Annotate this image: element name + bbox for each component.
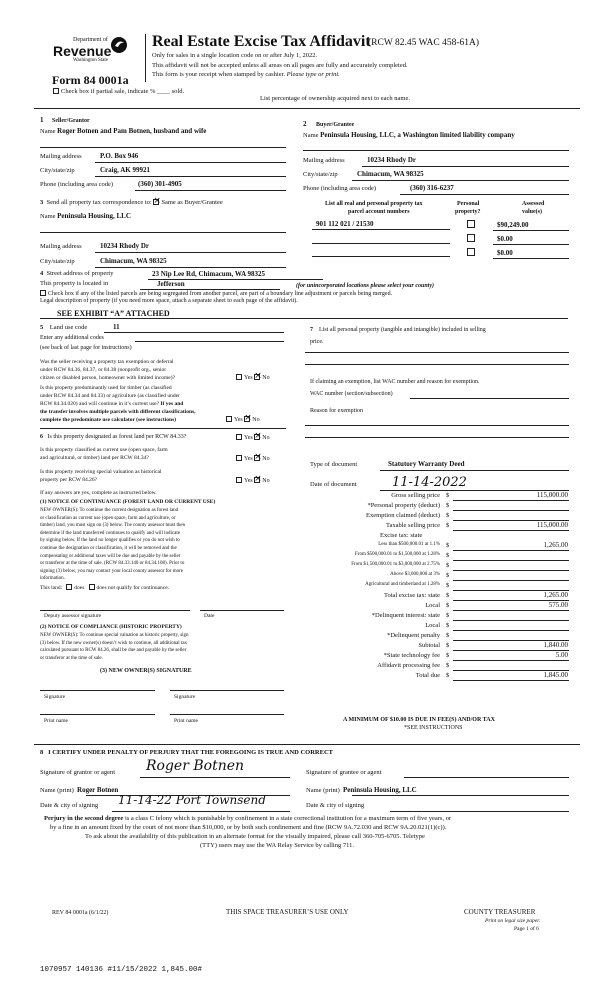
new-owner-print-2-label: Print name xyxy=(174,718,198,724)
if-yes-note: If any answers are yes, complete as instructed below. xyxy=(40,490,157,496)
header-note-2: This affidavit will not be accepted unless all areas on all pages are fully and accurately completed. xyxy=(152,62,408,69)
property-street-row: 4 Street address of property xyxy=(40,270,114,277)
buyer-city-label: City/state/zip xyxy=(303,171,338,178)
grantor-date-city-label: Date & city of signing xyxy=(40,802,99,809)
deputy-sig-label: Deputy assessor signature xyxy=(44,613,102,619)
calc-dollar-rows2-2: $ xyxy=(446,612,450,619)
s5-q2-yes-checkbox[interactable] xyxy=(226,416,232,422)
notice-compliance-body: NEW OWNER(S): To continue special valuation as historic property, sign (3) below. If the new owner(s) doesn’t wish to continue, all additional tax calculated pursuant to RCW 84.26, shall be due and payable by the seller or transferor at the time of sale. xyxy=(40,633,189,661)
does-qualify-checkbox[interactable] xyxy=(66,584,72,590)
calc-label-brackets-2: From $1,500,000.01 to $3,000,000 at 2.75% xyxy=(351,562,440,567)
s6-q1: 6 Is this property designated as forest land per RCW 84.33? xyxy=(40,434,187,440)
doc-type-label: Type of document xyxy=(310,461,358,468)
grantee-sig-label: Signature of grantee or agent xyxy=(306,769,382,776)
located-county[interactable]: Jefferson xyxy=(157,280,185,288)
calc-value-rows2-8[interactable]: 1,845.00 xyxy=(543,671,568,679)
land-use-row: 5 Land use code xyxy=(40,324,88,331)
tax-corr-name-row: Name Peninsula Housing, LLC xyxy=(40,212,131,220)
s6-q2-yes-checkbox[interactable] xyxy=(236,455,242,461)
excise-tax-state-label: Excise tax: state xyxy=(380,532,423,539)
calc-dollar-brackets-0: $ xyxy=(446,542,450,549)
land-use-code[interactable]: 11 xyxy=(113,323,120,331)
calc-dollar-brackets-3: $ xyxy=(446,572,450,579)
new-owner-sig-2-label: Signature xyxy=(174,694,196,700)
calc-dollar-rows2-4: $ xyxy=(446,632,450,639)
county-treasurer-label: COUNTY TREASURER xyxy=(464,908,536,916)
s6-q1-no-checkbox[interactable] xyxy=(254,434,260,440)
certify-statement: 8 I CERTIFY UNDER PENALTY OF PERJURY THAT THE FOREGOING IS TRUE AND CORRECT xyxy=(40,749,333,756)
treasurer-use-label: THIS SPACE TREASURER’S USE ONLY xyxy=(226,908,349,916)
s6-q2-no-checkbox[interactable] xyxy=(254,455,260,461)
buyer-name[interactable]: Peninsula Housing, LLC, a Washington limited liability company xyxy=(320,131,515,139)
buyer-mailing-label: Mailing address xyxy=(303,157,345,164)
grantor-sig-label: Signature of grantor or agent xyxy=(40,769,116,776)
assessed-value-3[interactable]: $0.00 xyxy=(497,249,513,257)
calc-value-rows2-6[interactable]: 5.00 xyxy=(555,651,568,659)
new-owner-print-1-label: Print name xyxy=(44,718,68,724)
s6-q3-no-checkbox[interactable] xyxy=(254,477,260,483)
dept-of-label: Department of xyxy=(73,37,108,43)
new-owner-sig-title: (3) NEW OWNER(S) SIGNATURE xyxy=(100,668,192,674)
segregated-row: Check box if any of the listed parcels are being segregated from another parcel, are part of a boundary line adjustment or parcels being merged. xyxy=(40,290,392,297)
calc-label-brackets-4: Agricultural and timberland at 1.28% xyxy=(365,582,440,587)
wac-label: WAC number (section/subsection) xyxy=(310,391,393,397)
calc-dollar-rows2-7: $ xyxy=(446,662,450,669)
seller-city[interactable]: Craig, AK 99921 xyxy=(100,166,150,174)
legal-paper-note: Print on legal size paper. xyxy=(485,918,541,924)
seller-mailing-label: Mailing address xyxy=(40,153,82,160)
buyer-name-row: Name Peninsula Housing, LLC, a Washington limited liability company xyxy=(303,131,515,139)
calc-label-rows2-1: Local xyxy=(425,602,440,609)
additional-codes-label: Enter any additional codes xyxy=(40,335,104,341)
rev-number: REV 84 0001a (6/1/22) xyxy=(52,910,109,916)
buyer-mailing[interactable]: 10234 Rhody Dr xyxy=(367,156,417,164)
notice-continuance-body: NEW OWNER(S): To continue the current designation as forest land or classification as current use (open space, farm and agriculture, or timber) land, you must sign on (3) below. The county assessor must then determine if the land transferred continues to qualify and will indicate by signing below. If the land no longer qualifies or you do not wish to continue the designation or classification, it will be removed and the compensating or additional taxes will be due and payable by the seller or transferor at the time of sale. (RCW 84.33.140 or 84.34.108). Prior to signing (3) below, you may contact your local county assessor for more information. xyxy=(40,508,186,582)
parcel-number-1[interactable]: 901 112 021 / 21530 xyxy=(316,220,374,228)
calc-dollar-rows2-6: $ xyxy=(446,652,450,659)
calc-dollar-rows2-5: $ xyxy=(446,642,450,649)
seller-phone[interactable]: (360) 301-4905 xyxy=(138,180,182,188)
calc-dollar-rows-1: $ xyxy=(446,502,450,509)
tax-corr-city-label: City/state/zip xyxy=(40,258,75,265)
s5-q2-no-checkbox[interactable] xyxy=(244,416,250,422)
calc-label-rows2-5: Subtotal xyxy=(418,642,440,649)
s5-q1-answer: Yes × No xyxy=(236,374,270,381)
personal-header-1: Personal xyxy=(457,201,480,207)
form-title: Real Estate Excise Tax Affidavit xyxy=(152,33,371,50)
s6-q3-answer: Yes × No xyxy=(236,477,270,484)
calc-label-rows2-7: Affidavit processing fee xyxy=(377,662,440,669)
parcel-header-2: parcel account numbers xyxy=(348,209,410,215)
s5-q2: Is this property predominantly used for timber (as classified under RCW 84.34 and 84.33) or agriculture (as classified under RCW 84.34.020) and will continue in it’s current use? If yes and the transfer involves multiple parcels with different classifications, complete the predominate use calculator (see instructions) xyxy=(40,385,196,423)
s5-q1: Was the seller receiving a property tax exemption or deferral under RCW 84.36, 84.37, or 84.38 (nonprofit org., senior citizen or disabled person, homeowner with limited income)? xyxy=(40,359,176,381)
personal-header-2: property? xyxy=(455,209,481,215)
doc-type[interactable]: Statutory Warranty Deed xyxy=(388,460,465,468)
notice-continuance-title: (1) NOTICE OF CONTINUANCE (FOREST LAND OR CURRENT USE) xyxy=(40,499,216,505)
legal-description-label: Legal description of property (if you need more space, attach a separate sheet to each page of the affidavit). xyxy=(40,298,298,304)
s5-q2-answer: Yes × No xyxy=(226,416,260,423)
seller-mailing[interactable]: P.O. Box 946 xyxy=(100,152,139,160)
calc-dollar-rows-0: $ xyxy=(446,492,450,499)
this-land-row: This land: does does not qualify for continuance. xyxy=(40,585,170,591)
header-note-1: Only for sales in a single location code on or after July 1, 2022. xyxy=(152,52,318,59)
assessed-value-1[interactable]: $90,249.00 xyxy=(497,221,529,229)
grantor-printed-name[interactable]: Roger Botnen xyxy=(77,786,119,794)
header-note-3: This form is your receipt when stamped by cashier. Please type or print. xyxy=(152,71,340,78)
deputy-date-label: Date xyxy=(204,613,215,619)
minimum-due-note: A MINIMUM OF $10.00 IS DUE IN FEE(S) AND/OR TAX xyxy=(343,717,495,723)
unincorporated-note: (for unincorporated locations please select your county) xyxy=(296,283,434,289)
calc-dollar-brackets-4: $ xyxy=(446,582,450,589)
calc-value-rows-3[interactable]: 115,000.00 xyxy=(536,521,568,529)
personal-property-label-2: price. xyxy=(310,339,324,345)
calc-label-brackets-0: Less than $500,000.01 at 1.1% xyxy=(378,542,440,547)
grantee-printed-name[interactable]: Peninsula Housing, LLC xyxy=(343,786,417,794)
form-number: Form 84 0001a xyxy=(52,73,129,87)
grantee-name-row: Name (print) Peninsula Housing, LLC xyxy=(306,786,417,794)
calc-value-rows2-0[interactable]: 1,265.00 xyxy=(543,591,568,599)
exhibit-a[interactable]: SEE EXHIBIT “A” ATTACHED xyxy=(57,309,170,318)
ownership-note: List percentage of ownership acquired next to each name. xyxy=(260,95,410,102)
tax-corr-mailing[interactable]: 10234 Rhody Dr xyxy=(100,242,150,250)
seller-city-label: City/state/zip xyxy=(40,167,75,174)
s6-q3: Is this property receiving special valuation as historical property per RCW 84.26? xyxy=(40,469,162,483)
tax-corr-mailing-label: Mailing address xyxy=(40,243,82,250)
reason-label: Reason for exemption xyxy=(310,408,363,414)
partial-sale-checkbox[interactable] xyxy=(53,88,59,94)
section-1-number: 1 xyxy=(40,116,44,124)
s6-q2: Is this property classified as current use (open space, farm and agricultural, or timber) land per RCW 84.34? xyxy=(40,447,168,461)
doc-date[interactable]: 11-14-2022 xyxy=(392,475,467,490)
partial-sale: Check box if partial sale, indicate % ____ sold. xyxy=(53,88,184,95)
perjury-line-1: Perjury in the second degree is a class C felony which is punishable by confinement in a state correctional institution for a maximum term of five years, or xyxy=(44,815,452,822)
calc-label-rows-2: Exemption claimed (deduct) xyxy=(365,512,440,519)
calc-label-brackets-3: Above $3,000,000 at 3% xyxy=(390,572,440,577)
calc-dollar-rows-3: $ xyxy=(446,522,450,529)
section-2-number: 2 xyxy=(303,120,307,128)
assessed-header-1: Assessed xyxy=(522,201,545,207)
calc-label-rows-0: Gross selling price xyxy=(391,492,440,499)
personal-property-checkbox-3[interactable] xyxy=(467,248,475,256)
buyer-phone-label: Phone (including area code) xyxy=(303,185,377,192)
calc-label-rows2-4: *Delinquent penalty xyxy=(387,632,440,639)
calc-label-rows2-3: Local xyxy=(425,622,440,629)
calc-dollar-brackets-2: $ xyxy=(446,562,450,569)
property-street[interactable]: 23 Nip Lee Rd, Chimacum, WA 98325 xyxy=(152,270,266,278)
seller-phone-label: Phone (including area code) xyxy=(40,181,114,188)
see-instructions-note: *SEE INSTRUCTIONS xyxy=(404,725,463,731)
does-not-qualify-checkbox[interactable] xyxy=(89,584,95,590)
tax-corr-label: 3 Send all property tax correspondence to: × Same as Buyer/Grantee xyxy=(40,199,223,206)
page-number: Page 1 of 6 xyxy=(514,926,539,932)
calc-dollar-rows2-8: $ xyxy=(446,672,450,679)
new-owner-sig-1-label: Signature xyxy=(44,694,66,700)
seller-name[interactable]: Roger Botnen and Pam Botnen, husband and wife xyxy=(57,127,207,135)
personal-property-checkbox-1[interactable] xyxy=(467,220,475,228)
grantor-signature[interactable]: Roger Botnen xyxy=(146,758,245,774)
same-as-buyer-checkbox[interactable] xyxy=(153,199,159,205)
tax-corr-city[interactable]: Chimacum, WA 98325 xyxy=(100,257,167,265)
grantor-date-city[interactable]: 11-14-22 Port Townsend xyxy=(118,793,266,807)
personal-property-label: 7 List all personal property (tangible and intangible) included in selling xyxy=(310,327,486,333)
assessed-header-2: value(s) xyxy=(522,209,542,215)
see-back-label: (see back of last page for instructions) xyxy=(40,345,132,351)
seller-name-row: Name Roger Botnen and Pam Botnen, husband and wife xyxy=(40,127,207,135)
grantee-date-city-label: Date & city of signing xyxy=(306,802,365,809)
personal-property-checkbox-2[interactable] xyxy=(467,234,475,242)
perjury-line-4: (TTY) users may use the WA Relay Service by calling 711. xyxy=(200,842,354,849)
buyer-heading: Buyer/Grantee xyxy=(316,122,355,128)
calc-dollar-rows-2: $ xyxy=(446,512,450,519)
s6-q1-yes-checkbox[interactable] xyxy=(236,434,242,440)
calc-value-brackets-0[interactable]: 1,265.00 xyxy=(543,541,568,549)
doc-date-label: Date of document xyxy=(310,481,357,488)
revenue-logo-text: Revenue xyxy=(53,43,112,59)
treasurer-stamp: 1070957 140136 #11/15/2022 1,845.00# xyxy=(40,966,203,974)
located-label: This property is located in xyxy=(40,280,109,287)
calc-label-rows2-0: Total excise tax: state xyxy=(383,592,440,599)
wa-state-label: Washington State xyxy=(73,58,109,63)
calc-dollar-brackets-1: $ xyxy=(446,552,450,559)
calc-value-rows-0[interactable]: 115,000.00 xyxy=(536,491,568,499)
s6-q2-answer: Yes × No xyxy=(236,455,270,462)
calc-dollar-rows2-3: $ xyxy=(446,622,450,629)
exemption-label: If claiming an exemption, list WAC number and reason for exemption. xyxy=(310,379,480,385)
parcel-header-1: List all real and personal property tax xyxy=(325,201,423,207)
s6-q1-answer: Yes × No xyxy=(236,434,270,441)
buyer-city[interactable]: Chimacum, WA 98325 xyxy=(357,170,424,178)
calc-dollar-rows2-1: $ xyxy=(446,602,450,609)
assessed-value-2[interactable]: $0.00 xyxy=(497,235,513,243)
buyer-phone[interactable]: (360) 316-6237 xyxy=(410,184,454,192)
calc-dollar-rows2-0: $ xyxy=(446,592,450,599)
calc-label-rows-1: *Personal property (deduct) xyxy=(367,502,440,509)
calc-label-rows2-6: *State technology fee xyxy=(383,652,440,659)
tax-corr-name[interactable]: Peninsula Housing, LLC xyxy=(57,212,131,220)
rcw-reference: (RCW 82.45 WAC 458-61A) xyxy=(368,38,480,48)
calc-label-rows-3: Taxable selling price xyxy=(385,522,440,529)
revenue-logo-icon xyxy=(110,36,128,54)
calc-label-rows2-2: *Delinquent interest: state xyxy=(371,612,440,619)
segregated-checkbox[interactable] xyxy=(40,290,46,296)
s5-q1-no-checkbox[interactable] xyxy=(254,374,260,380)
calc-value-rows2-5[interactable]: 1,840.00 xyxy=(543,641,568,649)
perjury-line-3: To ask about the availability of this publication in an alternate format for the visually impaired, please call 360-705-6705. Teletype xyxy=(85,833,425,840)
s6-q3-yes-checkbox[interactable] xyxy=(236,477,242,483)
perjury-line-2: by a fine in an amount fixed by the court of not more than $10,000, or by both such confinement and fine (RCW 9A.72.030 and RCW 9A.20.021(1)(c)). xyxy=(50,824,447,831)
seller-heading: Seller/Grantor xyxy=(52,118,90,124)
s5-q1-yes-checkbox[interactable] xyxy=(236,374,242,380)
notice-compliance-title: (2) NOTICE OF COMPLIANCE (HISTORIC PROPERTY) xyxy=(40,624,182,630)
calc-value-rows2-1[interactable]: 575.00 xyxy=(548,601,568,609)
grantor-name-row: Name (print) Roger Botnen xyxy=(40,786,119,794)
calc-label-rows2-8: Total due xyxy=(415,672,440,679)
calc-label-brackets-1: From $500,000.01 to $1,500,000 at 1.28% xyxy=(355,552,440,557)
